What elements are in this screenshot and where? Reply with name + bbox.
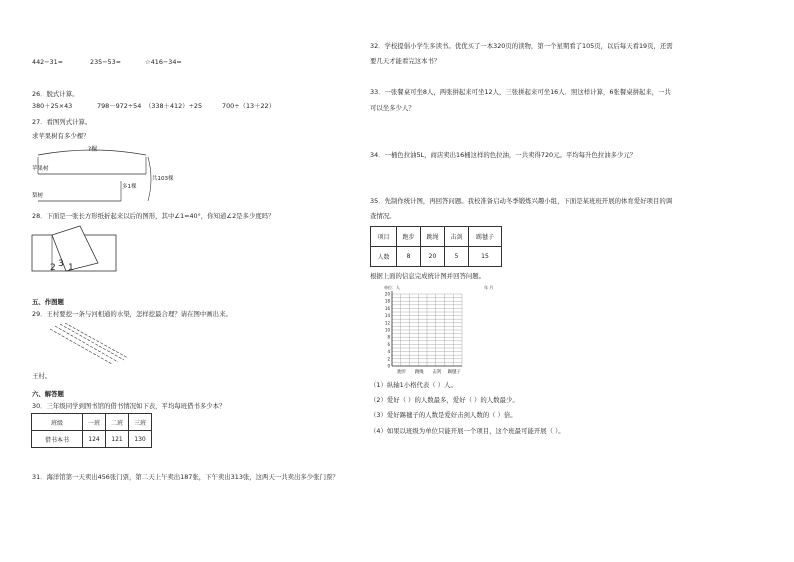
q27-question: 求苹果树有多少棵？ — [32, 132, 90, 140]
q28-angle-3: 3 — [58, 259, 64, 269]
chart-y-tick-label: 0 — [387, 363, 390, 369]
q30-table — [31, 413, 152, 448]
q35-question-4: （4）如果以班级为单位只能开展一个项目，这个班最可能开展（ ）。 — [370, 427, 565, 435]
q35-header-cell: 跳绳 — [421, 227, 445, 247]
q35-row-cell: 人数 — [371, 247, 397, 267]
q26-expr-2: 798－972÷54 — [97, 102, 142, 110]
q30-row-cell: 124 — [83, 431, 106, 448]
q30-row-cell: 121 — [106, 431, 129, 448]
q28-angle-1: 1 — [68, 263, 74, 273]
q27-apple-label: 苹果树 — [32, 166, 49, 172]
q33-line-1: 33．一张餐桌可坐8人，两张拼起来可坐12人，三张拼起来可坐16人．照这样计算，6张餐桌拼起来，一共 — [370, 88, 671, 96]
q35-header-cell: 击剑 — [445, 227, 469, 247]
chart-unit-label: 单位：人 — [384, 285, 400, 290]
q30-header-cell: 班级 — [32, 414, 83, 431]
q33-line-2: 可以坐多少人？ — [370, 104, 415, 112]
chart-category-label: 击剑 — [432, 370, 442, 375]
q35-bar-chart-grid[interactable] — [370, 284, 520, 376]
q27-pear-label: 梨树 — [32, 193, 44, 199]
chart-y-tick-label: 18 — [384, 298, 390, 304]
q27-total-label: 共103棵 — [152, 176, 174, 182]
q28-angle-2: 2 — [50, 263, 56, 273]
q35-title-1: 35．先制作统计图，再回答问题。我校准备启动冬季锻炼兴趣小组，下面是某班班开展的体育爱好项目的调 — [370, 197, 673, 205]
q28-diagram — [30, 222, 120, 274]
section-6-heading: 六、解答题 — [32, 390, 64, 398]
q29-river — [40, 322, 130, 368]
q35-header-cell: 项目 — [371, 227, 397, 247]
q28-title: 28．下面是一张长方形纸折起来以后的图形，其中∠1=40°，你知道∠2是多少度吗？ — [32, 212, 275, 220]
chart-y-tick-label: 8 — [387, 334, 390, 340]
chart-y-tick-label: 20 — [384, 291, 390, 297]
q26-expr-4: 700÷（13＋22） — [222, 102, 275, 110]
q30-title: 30．三年级同学到图书馆的借书情况如下表，平均每班借书多少本？ — [32, 402, 226, 410]
q35-header-cell: 跑步 — [397, 227, 421, 247]
q26-expr-3: （338＋412）÷25 — [145, 102, 203, 110]
q30-row-cell: 借书本书 — [32, 431, 83, 448]
chart-y-tick-label: 6 — [387, 341, 390, 347]
chart-category-label: 跑步 — [397, 370, 407, 375]
q29-title: 29．王村要挖一条与河相通的水渠，怎样挖最合理？请在图中画出来。 — [32, 310, 232, 318]
chart-y-tick-label: 14 — [384, 313, 390, 319]
q35-title-2: 查情况。 — [370, 212, 396, 220]
chart-category-label: 跳绳 — [414, 370, 424, 375]
q34-text: 34．一桶色拉油5L，商店卖出16桶这样的色拉油，一共卖得720元。平均每升色拉油多少元？ — [370, 151, 637, 159]
q35-question-1: （1）纵轴1小格代表（ ）人。 — [370, 381, 457, 389]
q27-side-label: 多1棵 — [122, 184, 137, 190]
chart-date-label: 年 月 — [484, 285, 494, 290]
q35-header-cell: 踢毽子 — [469, 227, 502, 247]
chart-category-label: 踢毽子 — [447, 370, 461, 375]
q26-title: 26．脱式计算。 — [32, 90, 79, 98]
q30-header-cell: 一班 — [83, 414, 106, 431]
q27-diagram — [30, 143, 180, 205]
chart-y-tick-label: 4 — [387, 349, 390, 355]
q30-header-cell: 二班 — [106, 414, 129, 431]
q32-line-2: 要几天才能看完这本书？ — [370, 57, 441, 65]
q30-header-cell: 三班 — [129, 414, 152, 431]
calc-item-2: 235−53= — [90, 58, 122, 66]
q31-text: 31．海洋馆第一天卖出456张门票，第二天上午卖出187张，下午卖出313张，这两天一共卖出多少张门票？ — [32, 473, 339, 481]
q35-question-3: （3）爱好踢毽子的人数是爱好击剑人数的（ ）倍。 — [370, 411, 517, 419]
calc-item-3: ☆416−34= — [145, 58, 182, 66]
q35-row-cell: 15 — [469, 247, 502, 267]
q30-row-cell: 130 — [129, 431, 152, 448]
chart-y-tick-label: 12 — [384, 320, 390, 326]
q35-row-cell: 8 — [397, 247, 421, 267]
calc-item-1: 442−31= — [32, 58, 64, 66]
q35-row-cell: 5 — [445, 247, 469, 267]
q26-expr-1: 380＋25×43 — [32, 102, 73, 110]
chart-y-tick-label: 10 — [384, 327, 390, 333]
chart-y-tick-label: 2 — [387, 356, 390, 362]
q35-prompt: 根据上面的信息完成统计图并回答问题。 — [370, 272, 486, 280]
chart-y-tick-label: 16 — [384, 305, 390, 311]
q32-line-1: 32．学校提倡小学生多读书。优优买了一本320页的读物，第一个星期看了105页，以后每天看19页，还需 — [370, 42, 673, 50]
q27-top-label: ?棵 — [88, 146, 98, 153]
q35-question-2: （2）爱好（ ）的人数最多，爱好（ ）的人数最少。 — [370, 396, 519, 404]
q29-village-label: 王村。 — [32, 372, 52, 380]
section-5-heading: 五、作图题 — [32, 298, 64, 306]
q35-row-cell: 20 — [421, 247, 445, 267]
q35-table — [370, 226, 502, 267]
q27-title: 27．看图列式计算。 — [32, 118, 92, 126]
